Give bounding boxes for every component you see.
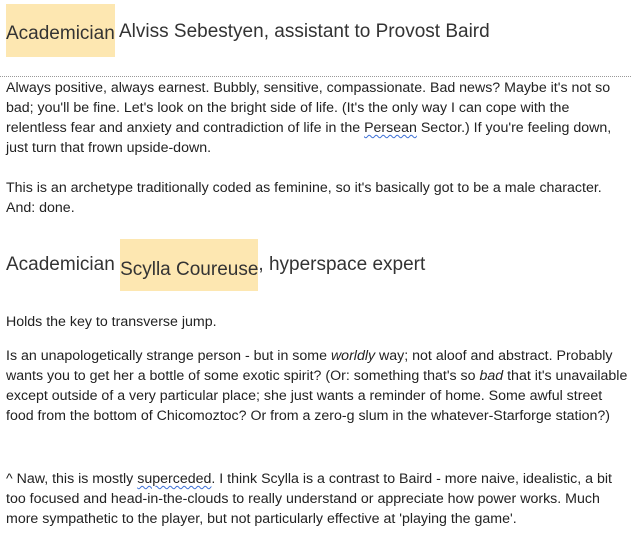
- heading-text: Alviss Sebestyen, assistant to Provost Baird: [114, 21, 490, 42]
- paragraph-text: way; not aloof and abstract. Probably wants you to get her a bottle of some exotic spirit? (Or: something that's so: [6, 348, 613, 384]
- emphasis-text: worldly: [330, 348, 376, 364]
- paragraph-text: . I think Scylla is a contrast to Baird - more naive, idealistic, a bit too focused and head-in-the-clouds to really understand or appreciate how power works. Much more sympathetic to the player, but not particularly effective at 'playing the game'.: [6, 471, 612, 527]
- paragraph-text: Is an unapologetically strange person - but in some: [6, 348, 331, 364]
- heading-text: , hyperspace expert: [258, 254, 426, 275]
- heading-highlight[interactable]: Academician: [6, 4, 115, 57]
- heading-alviss: [6, 10, 490, 57]
- heading-highlight[interactable]: Scylla Coureuse: [120, 239, 258, 291]
- paragraph-text: ^ Naw, this is mostly: [6, 471, 138, 487]
- heading-text: Academician: [6, 254, 121, 275]
- section-divider: [0, 76, 631, 77]
- paragraph-text: that it's unavailable except outside of a very particular place; she just wants a reminder of home. Some awful street food from the bottom of Chicomoztoc? Or from a zero-g slum in the whatever-Starforge station?): [6, 368, 628, 424]
- emphasis-text: bad: [479, 368, 504, 384]
- paragraph-alviss-description: [6, 78, 631, 158]
- spellcheck-flagged-word[interactable]: Persean: [364, 120, 417, 136]
- heading-scylla: [6, 239, 425, 291]
- paragraph-scylla-role: Holds the key to transverse jump.: [6, 314, 217, 330]
- paragraph-alviss-archetype: This is an archetype traditionally coded as feminine, so it's basically got to be a male character. And: done.: [6, 180, 602, 216]
- paragraph-scylla-revision: [6, 469, 631, 529]
- spellcheck-flagged-word[interactable]: superceded: [137, 471, 212, 487]
- paragraph-text: Always positive, always earnest. Bubbly, sensitive, compassionate. Bad news? Maybe it's not so bad; you'll be fine. Let's look on the bright side of life. (It's the only way I can cope with the relentless fear and anxiety and contradiction of life in the: [6, 80, 611, 136]
- paragraph-text: Sector.) If you're feeling down, just turn that frown upside-down.: [6, 120, 612, 156]
- paragraph-scylla-description: [6, 346, 631, 426]
